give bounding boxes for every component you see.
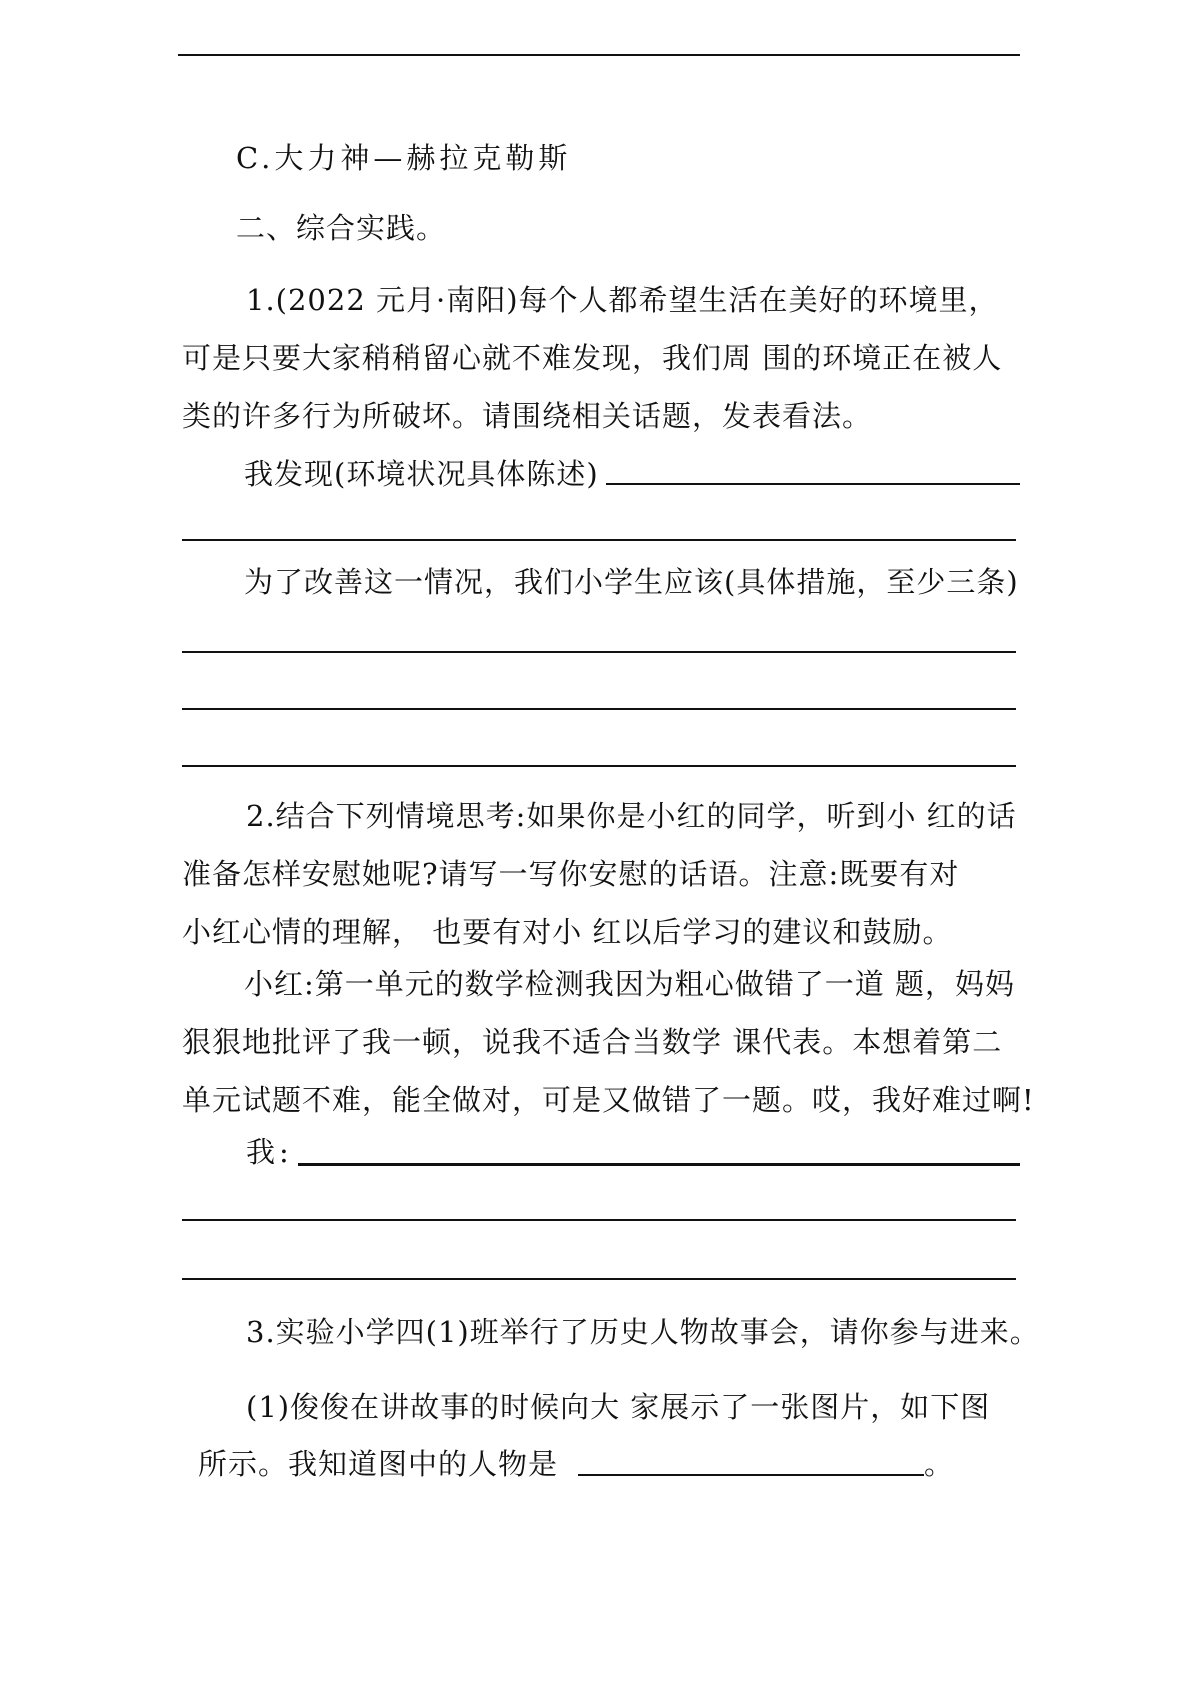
option-c: C.大力神—赫拉克勒斯 (236, 141, 572, 175)
q2-quote-2: 狠狠地批评了我一顿，说我不适合当数学 课代表。本想着第二 (182, 1025, 1003, 1059)
q1-line-3: 类的许多行为所破坏。请围绕相关话题，发表看法。 (182, 399, 873, 433)
q2-quote-3: 单元试题不难，能全做对，可是又做错了一题。哎，我好难过啊! (182, 1083, 1035, 1117)
answer-blank[interactable] (298, 1163, 1020, 1166)
answer-line[interactable] (182, 765, 1016, 767)
answer-line[interactable] (182, 651, 1016, 653)
q3-sub1-end: 。 (924, 1447, 955, 1481)
answer-line[interactable] (182, 1278, 1016, 1280)
header-rule (178, 54, 1020, 56)
q3-intro: 3.实验小学四(1)班举行了历史人物故事会，请你参与进来。 (246, 1315, 1040, 1349)
answer-blank[interactable] (606, 483, 1020, 485)
answer-blank[interactable] (578, 1474, 924, 1476)
q3-sub1-line-1: (1)俊俊在讲故事的时候向大 家展示了一张图片，如下图 (246, 1390, 991, 1424)
q1-line-2: 可是只要大家稍稍留心就不难发现，我们周 围的环境正在被人 (182, 341, 1003, 375)
answer-line[interactable] (182, 1219, 1016, 1221)
q3-sub1-line-2: 所示。我知道图中的人物是 (198, 1447, 559, 1481)
section-heading: 二、综合实践。 (236, 211, 447, 245)
q1-prompt-1: 我发现(环境状况具体陈述) (244, 457, 599, 491)
q2-line-1: 2.结合下列情境思考:如果你是小红的同学，听到小 红的话 (246, 799, 1017, 833)
answer-line[interactable] (182, 539, 1016, 541)
q2-quote-1: 小红:第一单元的数学检测我因为粗心做错了一道 题，妈妈 (244, 967, 1015, 1001)
q2-line-3: 小红心情的理解， 也要有对小 红以后学习的建议和鼓励。 (182, 915, 953, 949)
q1-prompt-2: 为了改善这一情况，我们小学生应该(具体措施，至少三条) (244, 565, 1019, 599)
answer-line[interactable] (182, 708, 1016, 710)
q1-line-1: 1.(2022 元月·南阳)每个人都希望生活在美好的环境里， (246, 283, 999, 317)
q2-answer-label: 我: (246, 1135, 293, 1169)
q2-line-2: 准备怎样安慰她呢?请写一写你安慰的话语。注意:既要有对 (182, 857, 960, 891)
